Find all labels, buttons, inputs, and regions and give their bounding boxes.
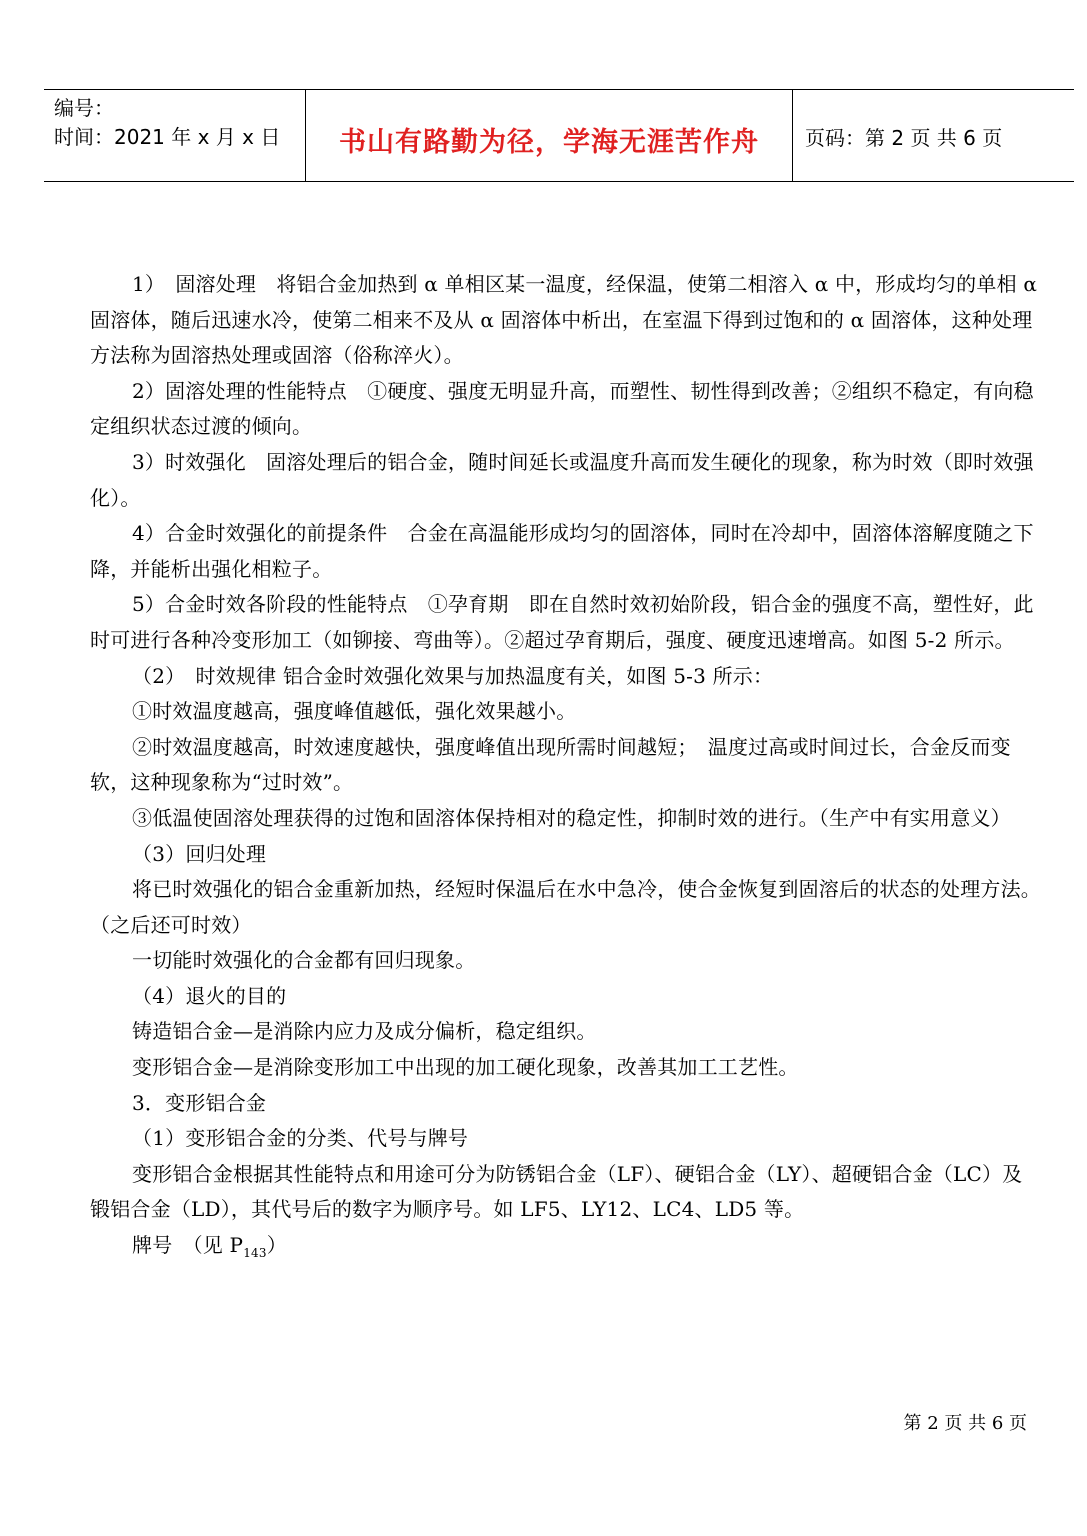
document-time-label: 时间：2021 年 x 月 x 日: [54, 125, 281, 149]
paragraph: （1）变形铝合金的分类、代号与牌号: [132, 1126, 469, 1151]
paragraph: 3．变形铝合金: [132, 1090, 267, 1115]
paragraph: （4）退火的目的: [132, 983, 287, 1008]
page-reference-subscript: 143: [243, 1246, 267, 1261]
paragraph: ②时效温度越高，时效速度越快，强度峰值出现所需时间越短； 温度过高或时间过长，合金反而变软，这种现象称为“过时效”。: [90, 734, 1011, 795]
paragraph: ①时效温度越高，强度峰值越低，强化效果越小。: [132, 699, 577, 724]
header-motto-cell: [306, 90, 793, 181]
header-page-code: 页码：第 2 页 共 6 页: [805, 126, 1003, 150]
paragraph: （2） 时效规律 铝合金时效强化效果与加热温度有关，如图 5-3 所示：: [132, 663, 774, 688]
paragraph: 变形铝合金根据其性能特点和用途可分为防锈铝合金（LF）、硬铝合金（LY）、超硬铝合金（LC）及锻铝合金（LD），其代号后的数字为顺序号。如 LF5、LY12、LC4、LD5 等。: [90, 1161, 1023, 1222]
document-body: [90, 267, 1042, 1272]
document-number-label: 编号：: [54, 96, 114, 120]
motto-text: 书山有路勤为径，学海无涯苦作舟: [339, 127, 759, 158]
paragraph: 铸造铝合金—是消除内应力及成分偏析，稳定组织。: [132, 1019, 597, 1044]
paragraph: 一切能时效强化的合金都有回归现象。: [132, 948, 476, 973]
paragraph: 将已时效强化的铝合金重新加热，经短时保温后在水中急冷，使合金恢复到固溶后的状态的处理方法。（之后还可时效）: [90, 877, 1041, 937]
paragraph: 1） 固溶处理 将铝合金加热到 α 单相区某一温度，经保温，使第二相溶入 α 中，形成均匀的单相 α 固溶体，随后迅速水冷，使第二相来不及从 α 固溶体中析出，在室温下得到过饱和的 α 固溶体，这种处理方法称为固溶热处理或固溶（俗称淬火）。: [90, 272, 1038, 368]
page-footer: 第 2 页 共 6 页: [903, 1413, 1027, 1434]
brand-reference-text: 牌号 （见 P: [132, 1233, 244, 1258]
paragraph: 5）合金时效各阶段的性能特点 ①孕育期 即在自然时效初始阶段，铝合金的强度不高，塑性好，此时可进行各种冷变形加工（如铆接、弯曲等）。②超过孕育期后，强度、硬度迅速增高。如图 5-2 所示。: [90, 592, 1034, 652]
page-header: [44, 89, 1074, 182]
paragraph: 3）时效强化 固溶处理后的铝合金，随时间延长或温度升高而发生硬化的现象，称为时效（即时效强化）。: [90, 449, 1034, 510]
paragraph: （3）回归处理: [132, 841, 267, 866]
header-info-cell: [44, 90, 306, 181]
brand-reference-close: ）: [266, 1233, 287, 1258]
paragraph: 4）合金时效强化的前提条件 合金在高温能形成均匀的固溶体，同时在冷却中，固溶体溶解度随之下降，并能析出强化相粒子。: [90, 521, 1034, 581]
paragraph: 2）固溶处理的性能特点 ①硬度、强度无明显升高，而塑性、韧性得到改善；②组织不稳定，有向稳定组织状态过渡的倾向。: [90, 378, 1034, 439]
paragraph: 变形铝合金—是消除变形加工中出现的加工硬化现象，改善其加工工艺性。: [132, 1055, 799, 1080]
paragraph: ③低温使固溶处理获得的过饱和固溶体保持相对的稳定性，抑制时效的进行。（生产中有实用意义）: [132, 805, 1011, 830]
header-page-cell: [793, 90, 1074, 181]
paragraph-brand-reference: [90, 1228, 1042, 1272]
